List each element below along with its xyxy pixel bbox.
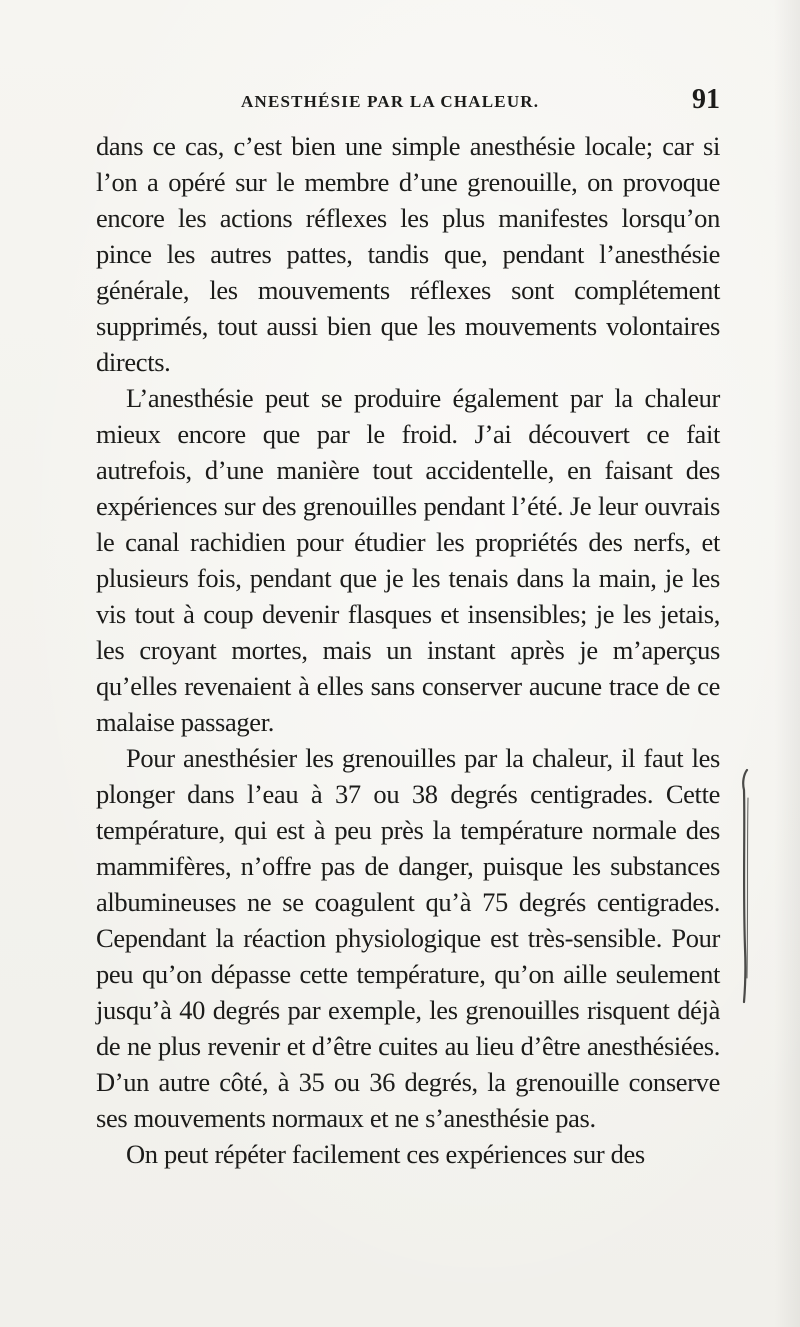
paragraph-continued: dans ce cas, c’est bien une simple anesthésie locale; car si l’on a opéré sur le membre d’une grenouille, on provoque encore les actions réflexes les plus manifestes lorsqu’on pince les autres pattes, tandis que, pendant l’anesthésie générale, les mouvements réflexes sont complétement supprimés, tout aussi bien que les mouvements volontaires directs. — [96, 131, 720, 377]
body-text — [96, 128, 720, 1172]
page-edge-shadow — [774, 0, 800, 1327]
page-number: 91 — [692, 84, 720, 115]
paragraph-heat-anesthesia: L’anesthésie peut se produire également par la chaleur mieux encore que par le froid. J’ai découvert ce fait autrefois, d’une manière tout accidentelle, en faisant des expériences sur des grenouilles pendant l’été. Je leur ouvrais le canal rachidien pour étudier les propriétés des nerfs, et plusieurs fois, pendant que je les tenais dans la main, je les vis tout à coup devenir flasques et insensibles; je les jetais, les croyant mortes, mais un instant après je m’aperçus qu’elles revenaient à elles sans conserver aucune trace de ce malaise passager. — [96, 383, 720, 737]
pencil-margin-mark — [738, 768, 752, 1004]
paragraph-continuation: On peut répéter facilement ces expériences sur des — [126, 1139, 645, 1169]
running-head: ANESTHÉSIE PAR LA CHALEUR. — [241, 92, 540, 111]
paragraph-procedure: Pour anesthésier les grenouilles par la chaleur, il faut les plonger dans l’eau à 37 ou 38 degrés centigrades. Cette température, qui est à peu près la température normale des mammifères, n’offre pas de danger, puisque les substances albumineuses ne se coagulent qu’à 75 degrés centigrades. Cependant la réaction physiologique est très-sensible. Pour peu qu’on dépasse cette température, qu’on aille seulement jusqu’à 40 degrés par exemple, les grenouilles risquent déjà de ne plus revenir et d’être cuites au lieu d’être anesthésiées. D’un autre côté, à 35 ou 36 degrés, la grenouille conserve ses mouvements normaux et ne s’anesthésie pas. — [96, 743, 720, 1133]
page-header — [96, 84, 720, 124]
